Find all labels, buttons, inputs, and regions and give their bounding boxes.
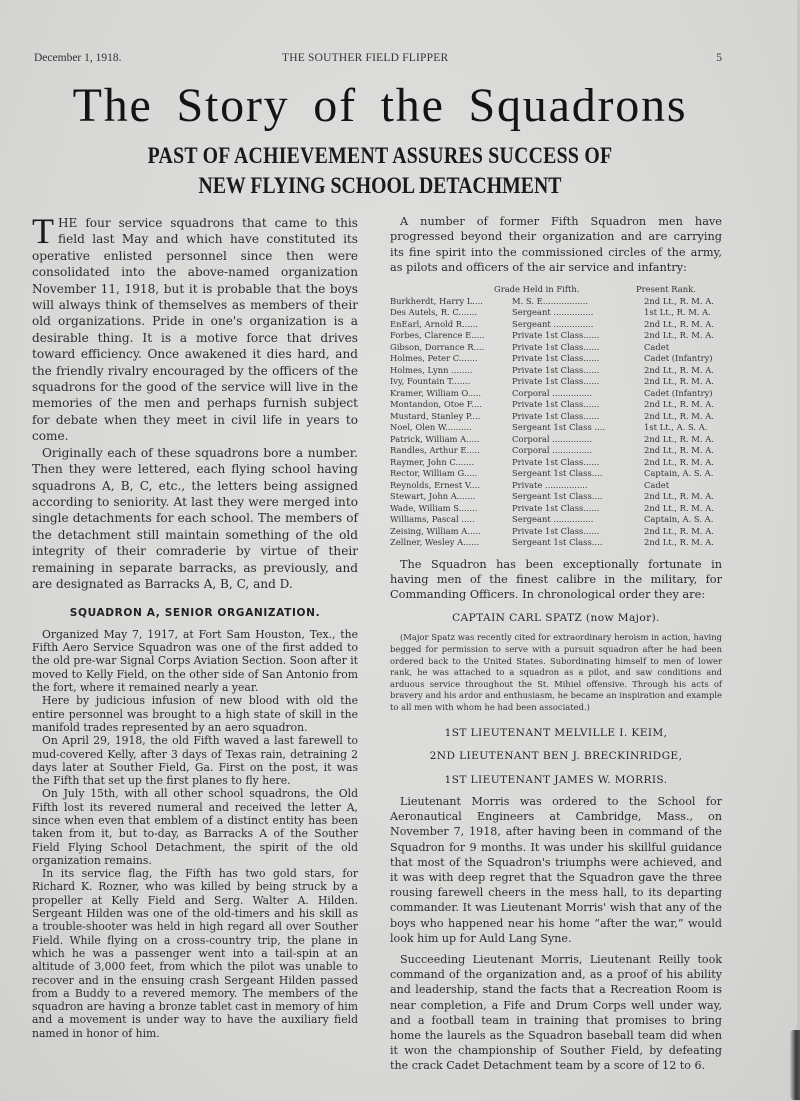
roster-grade: Private 1st Class...... [512,525,600,536]
roster-name: Ivy, Fountain T....... [390,376,471,387]
roster-row [390,445,722,457]
roster-header [390,284,722,296]
roster-name: Patrick, William A..... [390,433,480,444]
roster-rank: 1st Lt., A. S. A. [644,422,708,433]
closing-section [390,794,722,1074]
roster-row [390,457,722,469]
roster-name: Wade, William S....... [390,502,478,513]
roster-row [390,388,722,400]
roster-grade: Corporal ............... [512,433,593,444]
roster-grade: Sergeant 1st Class.... [512,491,603,502]
squadron-a-body [32,628,358,1040]
squadron-a-paragraph: In its service flag, the Fifth has two gold stars, for Richard K. Rozner, who was killed by being struck by a propeller at Kelly Field and Serg. Walter A. Hilden. Sergeant Hilden was one of the old-timers and his skill as a trouble-shooter was held in high regard all over Souther Field. While flying on a cross-country trip, the plane in which he was a passenger went into a tail-spin at an altitude of 3,000 feet, from which the pilot was unable to recover and in the ensuing crash Sergeant Hilden passed from a Buddy to a revered memory. The members of the squadron are having a bronze tablet cast in memory of him and a movement is under way to have the auxiliary field named in honor of him. [32,867,358,1040]
roster-row [390,307,722,319]
roster-name: Randles, Arthur E..... [390,445,480,456]
binding-shadow [790,1030,800,1100]
roster-grade: Private 1st Class...... [512,456,600,467]
roster-row [390,319,722,331]
roster-name: Forbes, Clarence E..... [390,330,485,341]
roster-name: Williams, Pascal ..... [390,514,475,525]
roster-rank: Cadet (Infantry) [644,353,713,364]
commander-3: 2ND LIEUTENANT BEN J. BRECKINRIDGE, [429,750,683,762]
roster-row [390,353,722,365]
left-column [32,211,358,1040]
roster-name: Reynolds, Ernest V.... [390,479,481,490]
roster-name: Kramer, William O..... [390,387,482,398]
roster-rank: 2nd Lt., R. M. A. [644,537,714,548]
roster-grade: Private 1st Class...... [512,376,600,387]
roster-rank: 2nd Lt., R. M. A. [644,456,714,467]
roster-name: Zellner, Wesley A...... [390,537,480,548]
section-heading-squadron-a: SQUADRON A, SENIOR ORGANIZATION. [69,607,321,620]
issue-date: December 1, 1918. [34,52,122,64]
roster-rank: Captain, A. S. A. [644,468,714,479]
roster-name: Raymer, John C....... [390,456,475,467]
roster-name: Gibson, Dorrance R.... [390,341,485,352]
roster-row [390,296,722,308]
roster-name: Des Autels, R. C....... [390,307,478,318]
roster-name: Burkherdt, Harry L.... [390,295,483,306]
roster-rank: 2nd Lt., R. M. A. [644,525,714,536]
roster-grade: M. S. E................. [512,295,589,306]
intro-section [32,211,358,592]
roster-rank: Captain, A. S. A. [644,514,714,525]
roster-grade: Private 1st Class...... [512,364,600,375]
roster-rank: 2nd Lt., R. M. A. [644,376,714,387]
roster-intro: A number of former Fifth Squadron men have progressed beyond their organization and are carrying its fine spirit into the commissioned circles of the army, as pilots and officers of the air service and infantry: [390,215,722,275]
commander-4: 1ST LIEUTENANT JAMES W. MORRIS. [444,773,668,786]
roster-name: EnEarl, Arnold R...... [390,318,479,329]
commander-2: 1ST LIEUTENANT MELVILLE I. KEIM, [444,726,668,739]
roster-rank: 1st Lt., R. M. A. [644,307,711,318]
roster-name: Holmes, Peter C....... [390,353,478,364]
roster-row [390,526,722,538]
drop-cap: T [32,211,54,251]
roster-rank: 2nd Lt., R. M. A. [644,491,714,502]
roster-name: Holmes, Lynn ........ [390,364,473,375]
article-subtitle-line-2: NEW FLYING SCHOOL DETACHMENT [198,173,562,198]
roster-row [390,342,722,354]
roster-rank: 2nd Lt., R. M. A. [644,433,714,444]
roster-grade: Private 1st Class...... [512,410,600,421]
article-title: The Story of the Squadrons [72,79,688,132]
roster-rank: 2nd Lt., R. M. A. [644,330,714,341]
roster-rank: Cadet [644,341,670,352]
roster-rank: 2nd Lt., R. M. A. [644,399,714,410]
roster-grade: Private ................ [512,479,588,490]
roster-row [390,434,722,446]
column-header-grade: Grade Held in Fifth. [494,283,580,294]
roster-grade: Sergeant ............... [512,307,594,318]
roster-row [390,503,722,515]
roster-rank: 2nd Lt., R. M. A. [644,502,714,513]
right-column [390,214,722,1074]
roster-grade: Private 1st Class...... [512,502,600,513]
squadron-a-paragraph: Here by judicious infusion of new blood with old the entire personnel was brought to a high state of skill in the manifold trades represented by an aero squadron. [32,694,358,734]
squadron-a-paragraph: On April 29, 1918, the old Fifth waved a last farewell to mud-covered Kelly, after 3 days of Texas rain, detraining 2 days later at Souther Field, Ga. First on the post, it was the Fifth that set up the first planes to fly here. [32,734,358,788]
roster-grade: Corporal ............... [512,387,593,398]
commander-1: CAPTAIN CARL SPATZ (now Major). [452,611,660,624]
publication-name: THE SOUTHER FIELD FLIPPER [282,52,449,64]
roster-grade: Private 1st Class...... [512,399,600,410]
roster-name: Montandon, Otoe F.... [390,399,482,410]
roster-name: Stewart, John A....... [390,491,476,502]
roster-grade: Sergeant 1st Class.... [512,537,603,548]
roster-row [390,399,722,411]
roster-rank: Cadet [644,479,670,490]
roster-grade: Sergeant 1st Class.... [512,468,603,479]
roster-grade: Private 1st Class...... [512,330,600,341]
roster-table [390,284,722,549]
roster-rank: 2nd Lt., R. M. A. [644,364,714,375]
roster-row [390,491,722,503]
roster-name: Mustard, Stanley P.... [390,410,481,421]
closing-paragraph: Lieutenant Morris was ordered to the School for Aeronautical Engineers at Cambridge, Mass., on November 7, 1918, after having been in command of the Squadron for 9 months. It was under his skillful guidance that most of the Squadron's triumphs were achieved, and it was with deep regret that the Squadron gave the three rousing farewell cheers in the mess hall, to its departing commander. It was Lieutenant Morris' wish that any of the boys who happened near his home “after the war,” would look him up for Auld Lang Syne. [390,795,722,945]
roster-row [390,537,722,549]
commanders-intro: The Squadron has been exceptionally fortunate in having men of the finest calibre in the military, for Commanding Officers. In chronological order they are: [390,557,722,602]
roster-row [390,411,722,423]
commander-1-note: (Major Spatz was recently cited for extraordinary heroism in action, having begged for permission to serve with a pursuit squadron after he had been ordered back to the United States. Subordinating himself to men of lower rank, he was attached to a squadron as a pilot, and saw conditions and arduous service throughout the St. Mihiel offensive. Through his acts of bravery and his ardor and enthusiasm, he became an inspiration and example to all men with whom he had been associated.) [390,632,722,712]
roster-rank: 2nd Lt., R. M. A. [644,410,714,421]
intro-paragraph-2: Originally each of these squadrons bore a number. Then they were lettered, each flying school having squadrons A, B, C, etc., the letters being assigned according to seniority. At last they were merged into single detachments for each school. The members of the detachment still maintain something of the old integrity of their comraderie by virtue of their remaining in separate barracks, as previously, and are designated as Barracks A, B, C, and D. [32,445,358,591]
roster-grade: Sergeant ............... [512,514,594,525]
roster-name: Rector, William G..... [390,468,478,479]
roster-grade: Private 1st Class...... [512,353,600,364]
roster-row [390,468,722,480]
page-number: 5 [716,52,722,64]
roster-row [390,330,722,342]
roster-rank: 2nd Lt., R. M. A. [644,295,714,306]
roster-row [390,365,722,377]
roster-rank: 2nd Lt., R. M. A. [644,445,714,456]
roster-name: Noel, Olen W.......... [390,422,472,433]
roster-row [390,480,722,492]
article-subtitle-line-1: PAST OF ACHIEVEMENT ASSURES SUCCESS OF [147,143,613,168]
squadron-a-paragraph: On July 15th, with all other school squadrons, the Old Fifth lost its revered numeral and received the letter A, since when even that emblem of a distinct entity has been taken from it, but to-day, as Barracks A of the Souther Field Flying School Detachment, the spirit of the old organization remains. [32,787,358,867]
closing-paragraph: Succeeding Lieutenant Morris, Lieutenant Reilly took command of the organization and, as a proof of his ability and leadership, stand the facts that a Recreation Room is near completion, a Fife and Drum Corps well under way, and a football team in training that promises to bring home the laurels as the Squadron baseball team did when it won the championship of Souther Field, by defeating the crack Cadet Detachment team by a score of 12 to 6. [390,953,722,1073]
roster-grade: Corporal ............... [512,445,593,456]
roster-row [390,376,722,388]
roster-grade: Sergeant 1st Class .... [512,422,606,433]
column-header-rank: Present Rank. [636,283,696,294]
roster-grade: Private 1st Class...... [512,341,600,352]
roster-rank: 2nd Lt., R. M. A. [644,318,714,329]
roster-name: Zeising, William A..... [390,525,481,536]
roster-rank: Cadet (Infantry) [644,387,713,398]
roster-rows [390,296,722,549]
roster-row [390,422,722,434]
intro-paragraph-1: THE four service squadrons that came to this field last May and which have constituted its operative enlisted personnel since then were consolidated into the above-named organization November 11, 1918, but it is probable that the boys will always think of themselves as members of their old organizations. Pride in one's organization is a desirable thing. It is a motive force that drives toward efficiency. Once awakened it dies hard, and the friendly rivalry encouraged by the officers of the squadrons for the good of the service will live in the memories of the men and perhaps furnish subject for debate when they meet in civil life in years to come. [32,211,358,444]
roster-row [390,514,722,526]
squadron-a-paragraph: Organized May 7, 1917, at Fort Sam Houston, Tex., the Fifth Aero Service Squadron was one of the first added to the old pre-war Signal Corps Aviation Section. Soon after it moved to Kelly Field, on the other side of San Antonio from the fort, where it remained nearly a year. [32,627,358,695]
roster-grade: Sergeant ............... [512,318,594,329]
